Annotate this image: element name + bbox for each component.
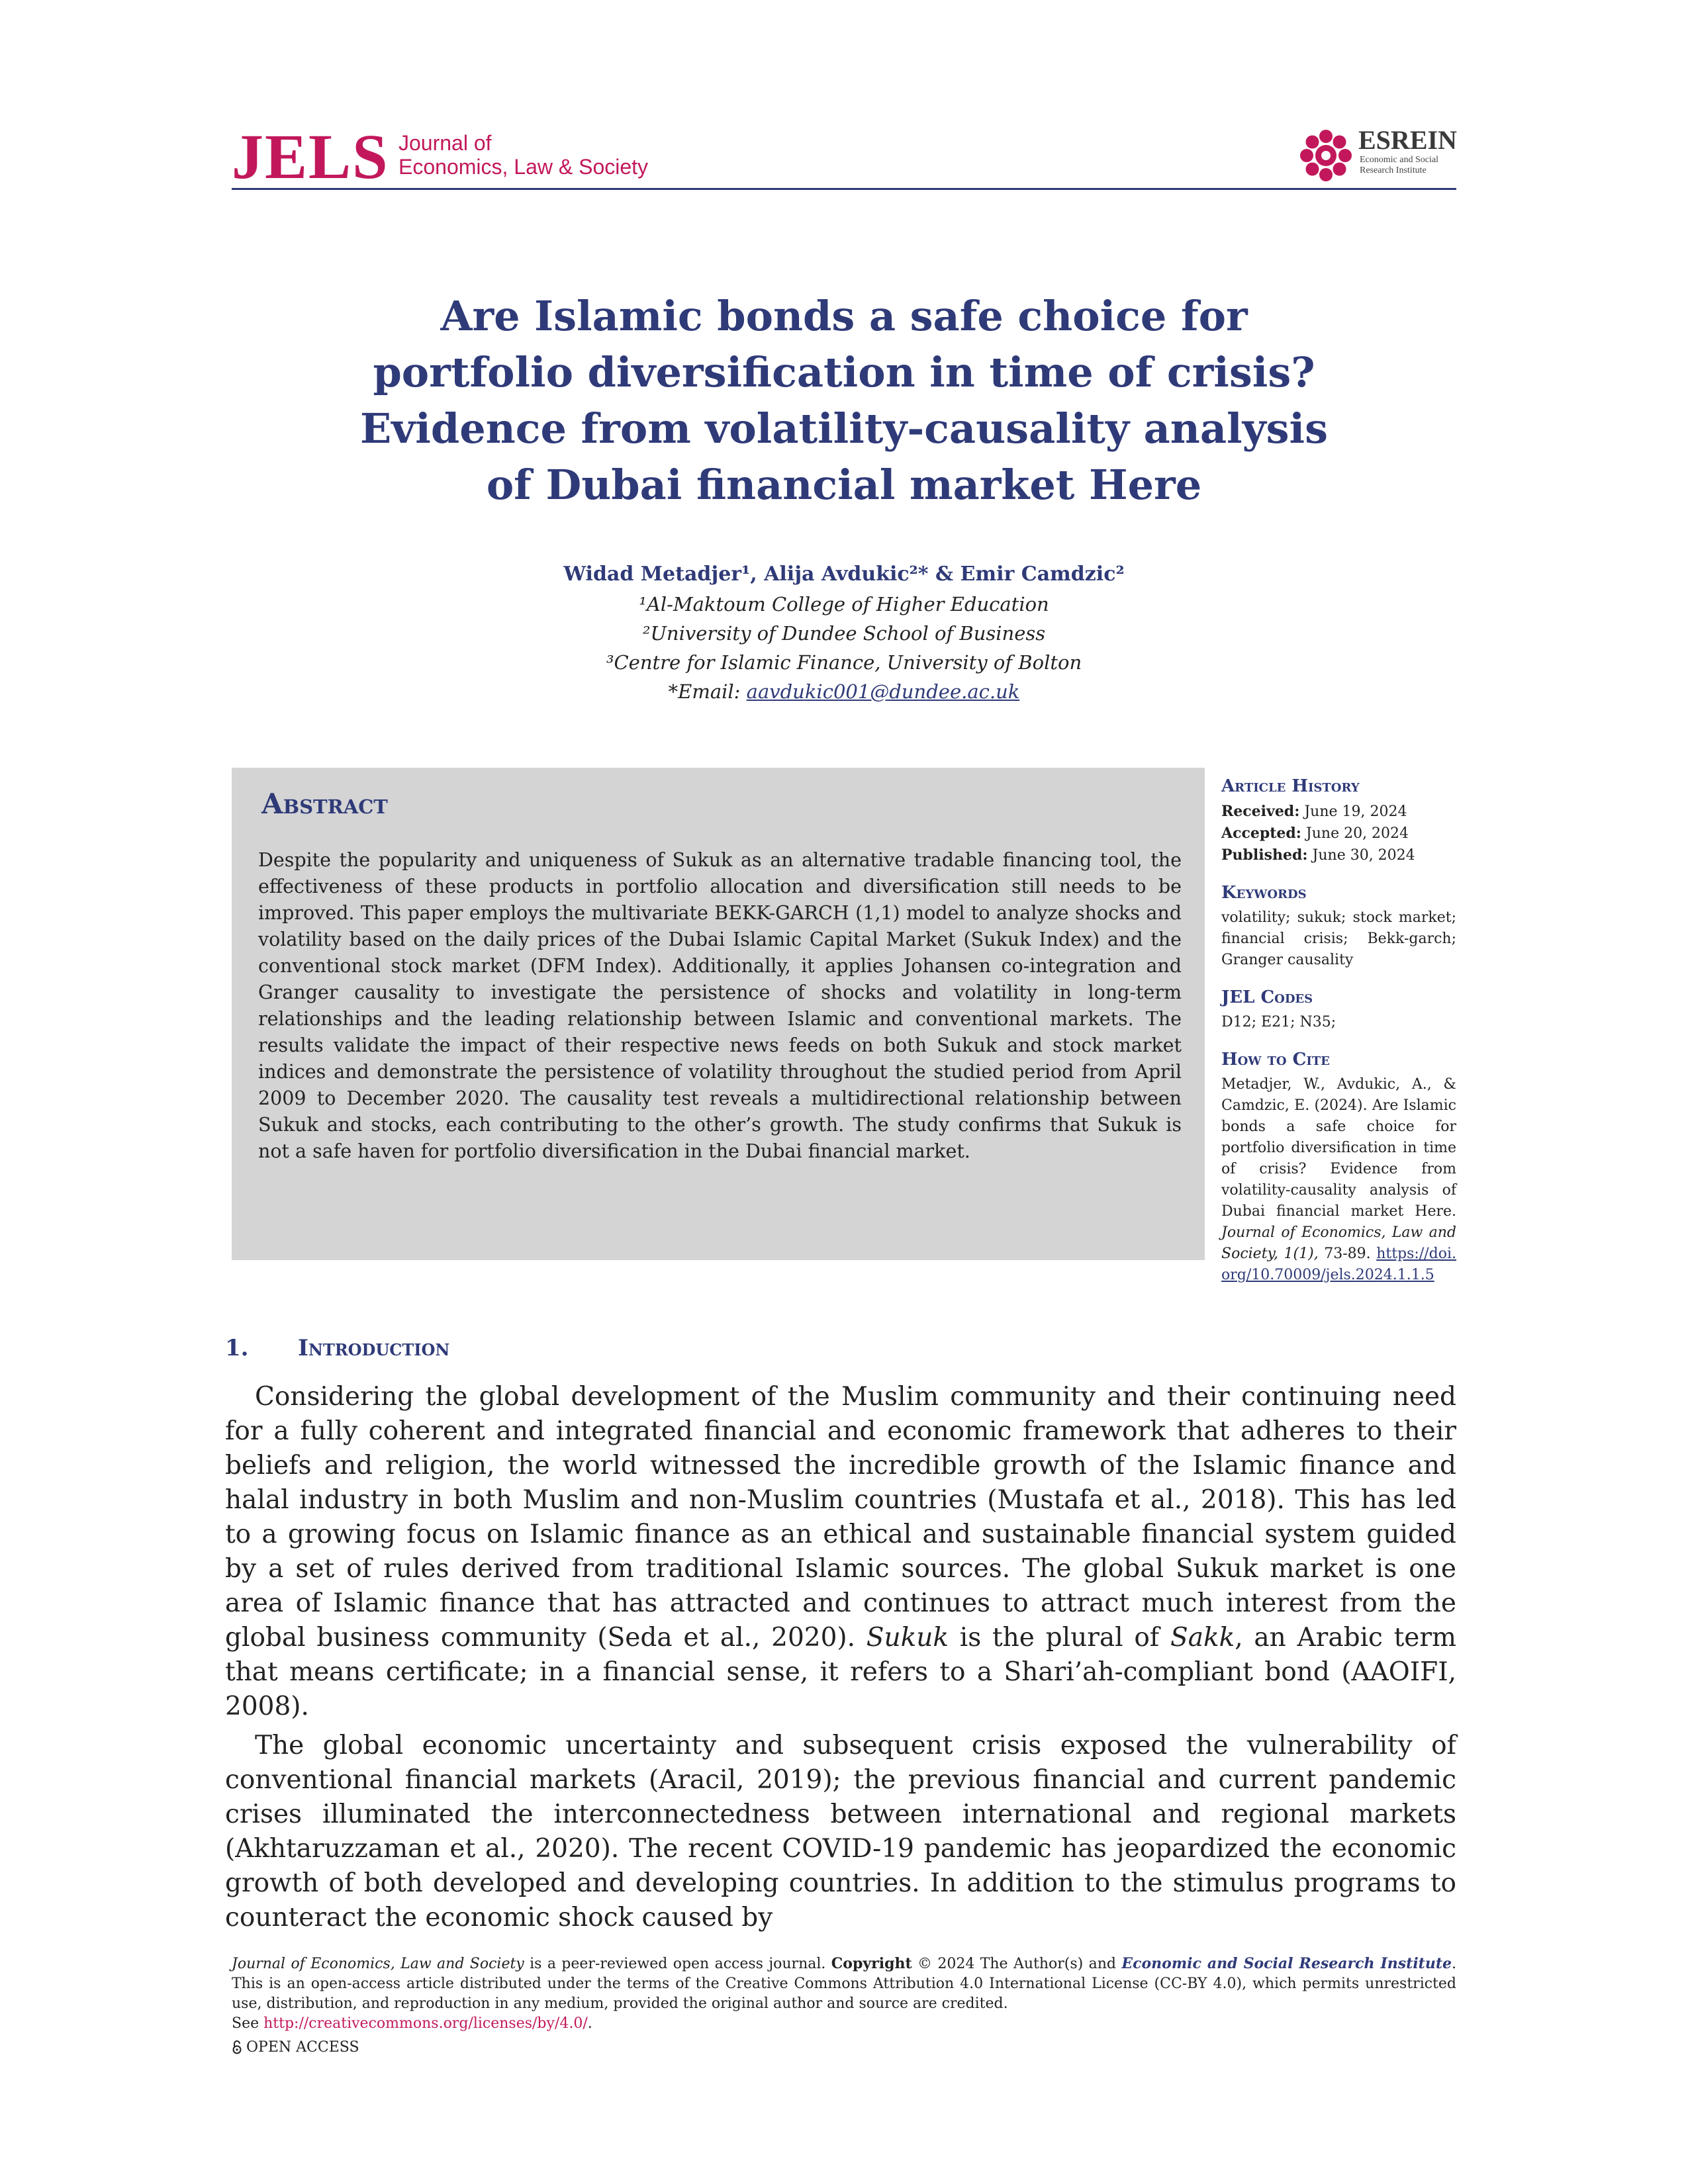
publisher-subtitle-line2: Research Institute: [1360, 165, 1427, 175]
citation-journal: Journal of Economics, Law and Society, 1(1),: [1221, 1224, 1456, 1262]
italic-term: Sakk: [1170, 1623, 1235, 1653]
affiliation: ³Centre for Islamic Finance, University of Bolton: [606, 651, 1082, 674]
published-date: [1221, 844, 1456, 866]
footer-institute: Economic and Social Research Institute: [1121, 1955, 1452, 1972]
journal-logo: JELS: [232, 121, 389, 192]
journal-header: [232, 121, 1457, 192]
footer-journal: Journal of Economics, Law and Society: [232, 1956, 524, 1972]
received-value: June 19, 2024: [1304, 803, 1407, 820]
citation-pages: 73-89.: [1318, 1246, 1377, 1262]
accepted-value: June 20, 2024: [1305, 825, 1409, 842]
section-title: Introduction: [298, 1335, 450, 1361]
citation: [1221, 1074, 1456, 1286]
received-date: [1221, 801, 1456, 823]
history-heading: Article History: [1221, 776, 1360, 796]
article-title: [232, 288, 1456, 513]
footer-period: .: [587, 2015, 592, 2032]
footer-text: is a peer-reviewed open access journal.: [524, 1956, 831, 1972]
footer-text: . This is an open-access article distributed under the terms of the Creative Commons Attribution 4.0 International License (CC-BY 4.0), which permits unrestricted use, distribution, and reproduction in any medium, provided the original author and source are credited.: [232, 1956, 1456, 2012]
accepted-label: Accepted:: [1221, 825, 1301, 842]
published-value: June 30, 2024: [1312, 847, 1415, 864]
keywords-block: [1221, 882, 1456, 971]
cite-heading: How to Cite: [1221, 1050, 1330, 1069]
footer-copyright: Copyright: [831, 1955, 912, 1972]
article-history: [1221, 776, 1456, 866]
publisher-subtitle: [1360, 155, 1459, 176]
footer-see: See: [232, 2015, 264, 2032]
open-lock-icon: [232, 2040, 242, 2054]
title-line: Are Islamic bonds a safe choice for: [440, 292, 1248, 340]
jel-block: [1221, 987, 1456, 1033]
paragraph-text: , an Arabic term that means certificate; in a financial sense, it refers to a Shari’ah-compliant bond (AAOIFI, 2008).: [225, 1623, 1456, 1721]
license-link[interactable]: http://creativecommons.org/licenses/by/4.0/: [263, 2015, 588, 2032]
published-label: Published:: [1221, 846, 1308, 864]
received-label: Received:: [1221, 803, 1300, 820]
journal-name-line2: Economics, Law & Society: [399, 155, 649, 179]
intro-paragraph-1: [225, 1380, 1456, 1724]
section-number: 1.: [225, 1335, 249, 1361]
publisher-subtitle-line1: Economic and Social: [1360, 155, 1438, 165]
open-access-label: OPEN ACCESS: [246, 2039, 359, 2056]
abstract-heading: Abstract: [261, 788, 388, 820]
publisher-flower-icon: [1297, 127, 1354, 184]
journal-name-line1: Journal of: [399, 131, 492, 155]
title-line: portfolio diversification in time of crisis?: [373, 348, 1315, 396]
intro-paragraph-2: The global economic uncertainty and subsequent crisis exposed the vulnerability of conventional financial markets (Aracil, 2019); the previous financial and current pandemic crises illuminated the interconnectedness between international and regional markets (Akhtaruzzaman et al., 2020). The recent COVID-19 pandemic has jeopardized the economic growth of both developed and developing countries. In addition to the stimulus programs to counteract the economic shock caused by: [225, 1731, 1456, 1933]
affiliation: ²University of Dundee School of Business: [642, 622, 1046, 645]
section-heading: [225, 1334, 449, 1363]
title-line: of Dubai financial market Here: [486, 461, 1202, 509]
abstract-text: Despite the popularity and uniqueness of Sukuk as an alternative tradable financing tool, the effectiveness of these products in portfolio allocation and diversification still needs to be improved. This paper employs the multivariate BEKK-GARCH (1,1) model to analyze shocks and volatility based on the daily prices of the Dubai Islamic Capital Market (Sukuk Index) and the conventional stock market (DFM Index). Additionally, it applies Johansen co-integration and Granger causality to investigate the persistence of shocks and volatility in long-term relationships and the leading relationship between Islamic and conventional markets. The results validate the impact of their respective news feeds on both Sukuk and stock market indices and demonstrate the persistence of volatility throughout the studied period from April 2009 to December 2020. The causality test reveals a multidirectional relationship between Sukuk and stocks, each contributing to the other’s growth. The study confirms that Sukuk is not a safe haven for portfolio diversification in the Dubai financial market.: [258, 849, 1182, 1162]
how-to-cite-block: [1221, 1049, 1456, 1286]
title-line: Evidence from volatility-causality analysis: [360, 404, 1328, 453]
paragraph-text: is the plural of: [949, 1623, 1170, 1653]
doi-link[interactable]: https://doi.org/10.70009/jels.2024.1.1.5: [1221, 1246, 1457, 1283]
accepted-date: [1221, 823, 1456, 844]
italic-term: Sukuk: [866, 1623, 949, 1653]
keywords-text: volatility; sukuk; stock market; financial crisis; Bekk-garch; Granger causality: [1221, 909, 1456, 968]
citation-text: Metadjer, W., Avdukic, A., & Camdzic, E. (2024). Are Islamic bonds a safe choice for portfolio diversification in time of crisis? Evidence from volatility-causality analysis of Dubai financial market Here.: [1221, 1076, 1456, 1220]
journal-name: [399, 131, 648, 179]
paragraph-text: Considering the global development of the Muslim community and their continuing need for a fully coherent and integrated financial and economic framework that adheres to their beliefs and religion, the world witnessed the incredible growth of the Islamic finance and halal industry in both Muslim and non-Muslim countries (Mustafa et al., 2018). This has led to a growing focus on Islamic finance as an ethical and sustainable financial system guided by a set of rules derived from traditional Islamic sources. The global Sukuk market is one area of Islamic finance that has attracted and continues to attract much interest from the global business community (Seda et al., 2020).: [225, 1382, 1456, 1653]
author-list: Widad Metadjer¹, Alija Avdukic²* & Emir Camdzic²: [563, 563, 1125, 586]
jel-codes: D12; E21; N35;: [1221, 1014, 1336, 1030]
article-info-sidebar: [1221, 776, 1456, 1302]
footer-text: © 2024 The Author(s) and: [912, 1956, 1122, 1972]
publisher-name: ESREIN: [1358, 125, 1457, 155]
affiliation: ¹Al-Maktoum College of Higher Education: [639, 593, 1049, 615]
publisher-logo: [1297, 126, 1456, 183]
license-footer: [232, 1954, 1456, 2034]
jel-heading: JEL Codes: [1221, 987, 1313, 1007]
email-label: *Email:: [668, 680, 747, 703]
abstract-box: [232, 768, 1205, 1260]
open-access-badge: [232, 2038, 359, 2057]
email-line: [232, 678, 1456, 705]
keywords-heading: Keywords: [1221, 883, 1307, 903]
email-link[interactable]: aavdukic001@dundee.ac.uk: [746, 680, 1020, 703]
